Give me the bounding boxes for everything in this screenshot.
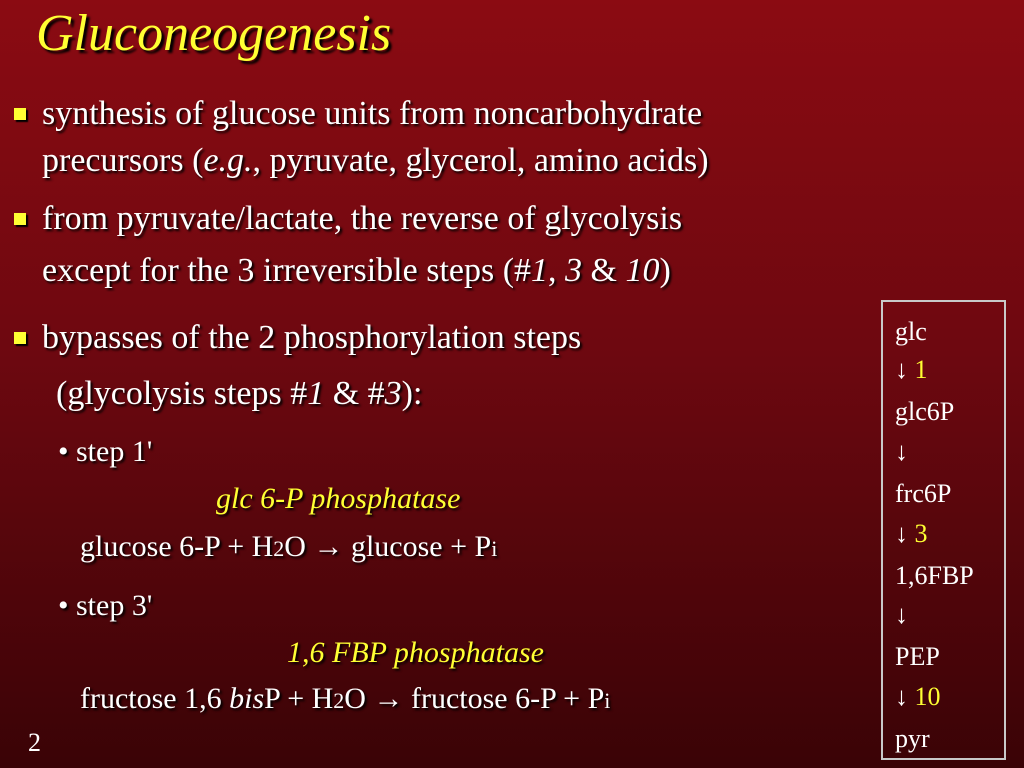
glycolysis-pathway-box (881, 300, 1006, 760)
text-segment: glucose 6-P + H (80, 530, 274, 563)
step-number: 1 (914, 355, 928, 384)
slide-number: 2 (28, 728, 41, 757)
text-segment: , (548, 252, 566, 289)
bullet-square-icon (14, 332, 26, 344)
text-segment: O → glucose + P (284, 530, 492, 563)
step-number: 10 (625, 252, 660, 289)
down-arrow-icon: ↓ (895, 682, 908, 711)
step-3-label: • step 3' (58, 589, 153, 622)
step-number: 3 (384, 375, 402, 412)
bis-italic: bis (229, 682, 265, 715)
eg-italic: e.g. (203, 142, 253, 179)
pathway-arrow (895, 600, 908, 630)
pathway-step-3 (895, 519, 928, 549)
step-3-enzyme: 1,6 FBP phosphatase (287, 636, 544, 669)
text-segment: & (582, 252, 626, 289)
pathway-glc6p: glc6P (895, 397, 955, 426)
subscript: 2 (273, 536, 285, 561)
step-number: 1 (531, 252, 549, 289)
pathway-pep: PEP (895, 642, 940, 671)
text-segment: precursors ( (42, 142, 204, 179)
step-3-reaction (80, 681, 610, 719)
bullet-1-line-1: synthesis of glucose units from noncarbohydrate (42, 95, 703, 132)
subscript: 2 (333, 688, 345, 713)
bullet-3-line-2 (56, 374, 422, 414)
step-number: 3 (914, 519, 928, 548)
down-arrow-icon: ↓ (895, 600, 908, 629)
bullet-2-line-1: from pyruvate/lactate, the reverse of glycolysis (42, 200, 683, 237)
pathway-step-10 (895, 682, 941, 712)
step-1-reaction (80, 529, 497, 567)
step-number: 3 (565, 252, 583, 289)
text-segment: fructose 1,6 (80, 682, 230, 715)
pathway-arrow (895, 437, 908, 467)
text-segment: ): (401, 375, 423, 412)
step-1-label: • step 1' (58, 435, 153, 468)
text-segment: ) (659, 252, 671, 289)
bullet-square-icon (14, 213, 26, 225)
text-segment: P + H (264, 682, 334, 715)
pathway-pyr: pyr (895, 724, 930, 753)
bullet-2-line-2 (42, 251, 671, 291)
slide-title: Gluconeogenesis (36, 5, 392, 62)
subscript: i (491, 536, 498, 561)
text-segment: & # (324, 375, 385, 412)
pathway-glc: glc (895, 317, 927, 346)
step-1-enzyme: glc 6-P phosphatase (216, 482, 461, 515)
step-number: 10 (914, 682, 941, 711)
pathway-16fbp: 1,6FBP (895, 561, 974, 590)
bullet-3-line-1: bypasses of the 2 phosphorylation steps (42, 319, 582, 356)
step-number: 1 (307, 375, 325, 412)
text-segment: (glycolysis steps # (56, 375, 308, 412)
pathway-step-1 (895, 355, 928, 385)
text-segment: , pyruvate, glycerol, amino acids) (252, 142, 709, 179)
text-segment: except for the 3 irreversible steps (# (42, 252, 532, 289)
bullet-1-line-2 (42, 141, 709, 181)
down-arrow-icon: ↓ (895, 437, 908, 466)
down-arrow-icon: ↓ (895, 355, 908, 384)
text-segment: O → fructose 6-P + P (344, 682, 605, 715)
pathway-frc6p: frc6P (895, 479, 952, 508)
subscript: i (604, 688, 611, 713)
bullet-square-icon (14, 108, 26, 120)
down-arrow-icon: ↓ (895, 519, 908, 548)
